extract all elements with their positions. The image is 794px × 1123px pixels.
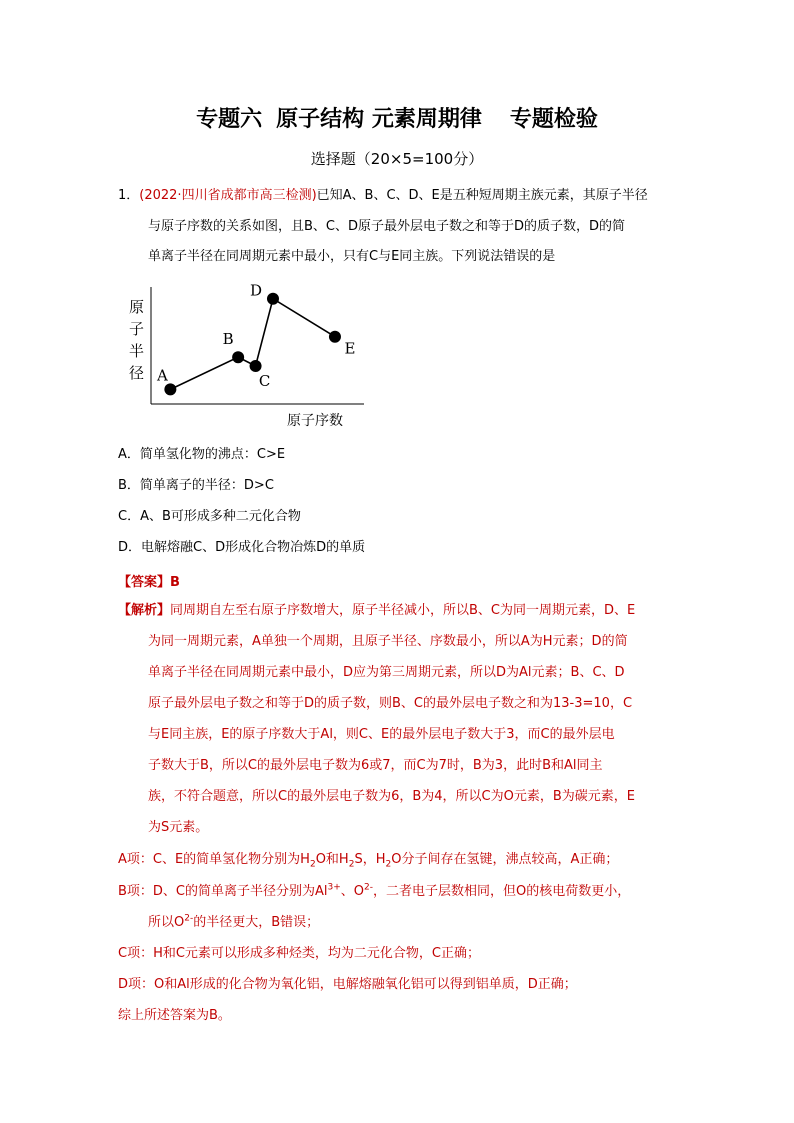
option-text: 电解熔融C、D形成化合物冶炼D的单质 xyxy=(141,540,366,555)
data-point-c xyxy=(250,360,262,372)
answer-line xyxy=(118,571,180,590)
title-part-3: 专题检验 xyxy=(509,107,598,132)
question-line-3: 单离子半径在同周期元素中最小，只有C与E同主族。下列说法错误的是 xyxy=(148,249,556,264)
point-label-a: A xyxy=(156,366,168,385)
question-line-1 xyxy=(118,188,648,204)
y-label-char: 径 xyxy=(129,364,145,382)
x-axis-label: 原子序数 xyxy=(287,413,343,429)
explanation-line-4: 原子最外层电子数之和等于D的质子数，则B、C的最外层电子数之和为13-3=10，C xyxy=(148,696,633,711)
data-point-b xyxy=(232,351,244,363)
data-point-a xyxy=(164,383,176,395)
point-label-c: C xyxy=(258,371,271,390)
answer-value: B xyxy=(170,575,180,590)
point-label-d: D xyxy=(249,282,263,300)
option-b[interactable] xyxy=(118,478,274,494)
analysis-summary: 综上所述答案为B。 xyxy=(118,1008,231,1023)
question-number: 1． xyxy=(118,188,140,203)
explanation-line-1 xyxy=(118,603,635,619)
option-a[interactable] xyxy=(118,447,285,463)
analysis-d: D项：O和Al形成的化合物为氧化铝，电解熔融氧化铝可以得到铝单质，D正确； xyxy=(118,977,577,992)
option-d[interactable] xyxy=(118,540,365,556)
analysis-c: C项：H和C元素可以形成多种烃类，均为二元化合物，C正确； xyxy=(118,946,481,961)
atomic-radius-chart xyxy=(120,282,370,432)
option-c[interactable] xyxy=(118,509,301,525)
data-points xyxy=(156,282,355,395)
section-subtitle: 选择题（20×5=100分） xyxy=(310,150,484,168)
option-letter: B． xyxy=(118,478,140,493)
explanation-line-6: 子数大于B，所以C的最外层电子数为6或7，而C为7时，B为3，此时B和Al同主 xyxy=(148,758,603,773)
question-source: (2022·四川省成都市高三检测) xyxy=(139,188,317,203)
y-label-char: 半 xyxy=(129,342,145,360)
explanation-line-3: 单离子半径在同周期元素中最小，D应为第三周期元素，所以D为Al元素；B、C、D xyxy=(148,665,625,680)
data-point-e xyxy=(329,331,341,343)
explanation-text: 同周期自左至右原子序数增大，原子半径减小，所以B、C为同一周期元素，D、E xyxy=(170,603,636,618)
data-point-d xyxy=(267,293,279,305)
explanation-line-7: 族，不符合题意，所以C的最外层电子数为6，B为4，所以C为O元素，B为碳元素，E xyxy=(148,789,635,804)
page-title xyxy=(0,102,794,133)
y-label-char: 原 xyxy=(129,298,145,316)
analysis-a: A项：C、E的简单氢化物分别为$H_2O$和$H_2S$，$H_2O$分子间存在氢键，沸点较高，A正确； xyxy=(118,852,619,870)
answer-label: 【答案】 xyxy=(118,575,171,590)
explanation-label: 【解析】 xyxy=(118,603,171,618)
point-label-e: E xyxy=(344,339,356,358)
title-part-2: 原子结构 元素周期律 xyxy=(276,107,482,132)
analysis-b: B项：D、C的简单离子半径分别为$Al^{3+}$、$O^{2-}$，二者电子层数相同，但O的核电荷数更小， xyxy=(118,882,631,899)
option-text: A、B可形成多种二元化合物 xyxy=(140,509,301,524)
explanation-line-2: 为同一周期元素，A单独一个周期，且原子半径、序数最小，所以A为H元素；D的简 xyxy=(148,634,628,649)
point-label-b: B xyxy=(222,330,234,349)
analysis-b-cont: 所以$O^{2-}$的半径更大，B错误； xyxy=(148,913,320,930)
explanation-line-5: 与E同主族，E的原子序数大于Al，则C、E的最外层电子数大于3，而C的最外层电 xyxy=(148,727,615,742)
option-text: 简单氢化物的沸点：C>E xyxy=(139,447,286,462)
option-letter: C． xyxy=(118,509,141,524)
series-line xyxy=(170,299,335,390)
option-text: 简单离子的半径：D>C xyxy=(139,478,274,493)
question-text-1: 已知A、B、C、D、E是五种短周期主族元素，其原子半径 xyxy=(316,188,648,203)
option-letter: A． xyxy=(118,447,140,462)
explanation-line-8: 为S元素。 xyxy=(148,820,209,835)
title-part-1: 专题六 xyxy=(196,107,263,132)
y-label-char: 子 xyxy=(129,320,145,338)
option-letter: D． xyxy=(118,540,142,555)
question-line-2: 与原子序数的关系如图，且B、C、D原子最外层电子数之和等于D的质子数，D的简 xyxy=(148,219,626,234)
